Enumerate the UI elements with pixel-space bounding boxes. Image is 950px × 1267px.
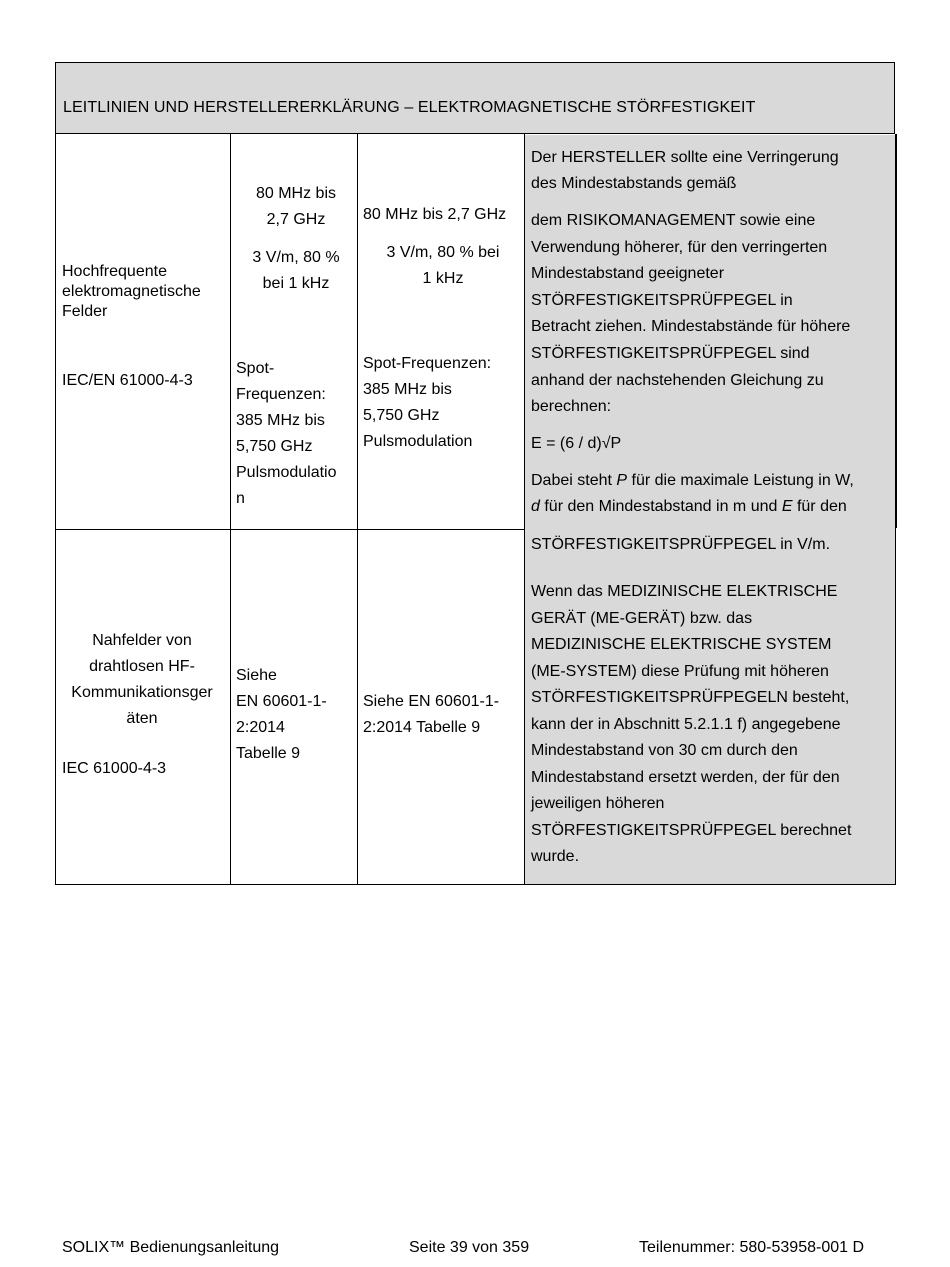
guidance-variable-d: d [531, 498, 540, 515]
guidance-line: Mindestabstand von 30 cm durch den [531, 742, 798, 759]
guidance-line: Betracht ziehen. Mindestabstände für höhere [531, 318, 851, 336]
row2-test-level [236, 663, 354, 767]
row1-spot-line: Frequenzen: [236, 386, 326, 403]
guidance-line: anhand der nachstehenden Gleichung zu [531, 371, 824, 389]
row1-compliance-spot-line: Spot-Frequenzen: [363, 355, 492, 372]
row2-standard: IEC 61000-4-3 [62, 760, 167, 777]
row2-compliance-level-line: Siehe EN 60601-1- [363, 693, 500, 710]
row2-test-level-line: Siehe [236, 667, 277, 684]
row1-test-frequency [236, 181, 356, 233]
row1-spot-line: Spot- [236, 360, 275, 377]
guidance-line: des Mindestabstands gemäß [531, 175, 737, 192]
guidance-paragraph-4: STÖRFESTIGKEITSPRÜFPEGEL in V/m. [531, 536, 831, 553]
guidance-line: STÖRFESTIGKEITSPRÜFPEGEL in [531, 291, 793, 309]
row2-compliance-level-line: 2:2014 Tabelle 9 [363, 719, 481, 736]
row2-compliance-level [363, 689, 525, 741]
table-header [55, 62, 895, 134]
guidance-line: STÖRFESTIGKEITSPRÜFPEGEL berechnet [531, 821, 852, 839]
guidance-text: für die maximale Leistung in W, [627, 472, 854, 489]
row2-test-level-line: EN 60601-1- [236, 693, 327, 710]
row1-phenomenon-line: elektromagnetische [62, 283, 201, 300]
guidance-line: (ME-SYSTEM) diese Prüfung mit höheren [531, 662, 829, 680]
guidance-line: Mindestabstand ersetzt werden, der für den [531, 768, 840, 786]
guidance-paragraph-3 [531, 468, 891, 520]
row1-compliance-level [363, 240, 523, 292]
row1-spot-line: Pulsmodulatio [236, 464, 337, 481]
guidance-line: dem RISIKOMANAGEMENT sowie eine [531, 212, 816, 229]
footer-part-number: Teilenummer: 580-53958-001 D [639, 1239, 865, 1256]
row2-test-level-line: Tabelle 9 [236, 745, 301, 762]
row1-compliance-level-line: 3 V/m, 80 % bei [386, 244, 500, 261]
guidance-paragraph-2 [531, 208, 891, 421]
guidance-variable-p: P [616, 472, 628, 489]
guidance-line [531, 494, 891, 520]
guidance-variable-e: E [781, 498, 793, 515]
guidance-line: berechnen: [531, 398, 612, 416]
guidance-line: Mindestabstand geeigneter [531, 265, 725, 283]
guidance-line: Verwendung höherer, für den verringerten [531, 238, 828, 256]
row1-test-level-line: 3 V/m, 80 % [252, 249, 340, 266]
guidance-text: für den Mindestabstand in m und [539, 498, 782, 515]
guidance-line: GERÄT (ME-GERÄT) bzw. das [531, 609, 753, 627]
row1-phenomenon-line: Hochfrequente [62, 263, 167, 280]
guidance-formula: E = (6 / d)√P [531, 435, 622, 452]
guidance-line: jeweiligen höheren [531, 795, 665, 812]
guidance-line: STÖRFESTIGKEITSPRÜFPEGELN besteht, [531, 689, 850, 706]
row1-compliance-spot-line: 5,750 GHz [363, 407, 440, 424]
footer-manual-title: SOLIX™ Bedienungsanleitung [62, 1239, 280, 1256]
row1-test-level-line: bei 1 kHz [262, 275, 330, 292]
guidance-line: Der HERSTELLER sollte eine Verringerung [531, 149, 839, 166]
row1-compliance-spot-line: Pulsmodulation [363, 433, 473, 450]
row1-spot-line: 385 MHz bis [236, 412, 325, 429]
table-header-title: LEITLINIEN UND HERSTELLERERKLÄRUNG – ELEKTROMAGNETISCHE STÖRFESTIGKEIT [63, 99, 756, 116]
guidance-paragraph-1 [531, 145, 891, 197]
guidance-text: Dabei steht [531, 472, 617, 489]
guidance-line: MEDIZINISCHE ELEKTRISCHE SYSTEM [531, 636, 832, 653]
row1-standard: IEC/EN 61000-4-3 [62, 372, 193, 389]
row2-phenomenon-line: drahtlosen HF- [89, 658, 195, 675]
row1-spot-line: n [236, 490, 245, 507]
row2-phenomenon-line: Kommunikationsger [71, 684, 213, 701]
guidance-paragraph-5 [531, 579, 891, 871]
footer-page-number: Seite 39 von 359 [409, 1239, 530, 1256]
row2-phenomenon-line: Nahfelder von [92, 632, 192, 649]
row1-compliance-frequency: 80 MHz bis 2,7 GHz [363, 206, 507, 223]
guidance-line: wurde. [531, 848, 580, 865]
guidance-line: kann der in Abschnitt 5.2.1.1 f) angegebene [531, 715, 841, 733]
row2-test-level-line: 2:2014 [236, 719, 285, 736]
row1-compliance-spot-frequencies [363, 351, 525, 455]
guidance-line: Wenn das MEDIZINISCHE ELEKTRISCHE [531, 583, 838, 600]
guidance-line: STÖRFESTIGKEITSPRÜFPEGEL sind [531, 344, 810, 362]
guidance-line [531, 468, 891, 494]
row1-test-frequency-line: 2,7 GHz [266, 211, 326, 228]
row1-phenomenon-line: Felder [62, 303, 108, 320]
row1-phenomenon [62, 262, 222, 322]
row1-spot-line: 5,750 GHz [236, 438, 313, 455]
row1-test-level [236, 245, 356, 297]
row1-compliance-level-line: 1 kHz [422, 270, 464, 287]
guidance-text: für den [792, 498, 847, 515]
row1-test-spot-frequencies [236, 356, 354, 512]
row2-phenomenon [62, 628, 222, 732]
row1-test-frequency-line: 80 MHz bis [255, 185, 337, 202]
row2-phenomenon-line: äten [126, 710, 158, 727]
row1-compliance-spot-line: 385 MHz bis [363, 381, 452, 398]
